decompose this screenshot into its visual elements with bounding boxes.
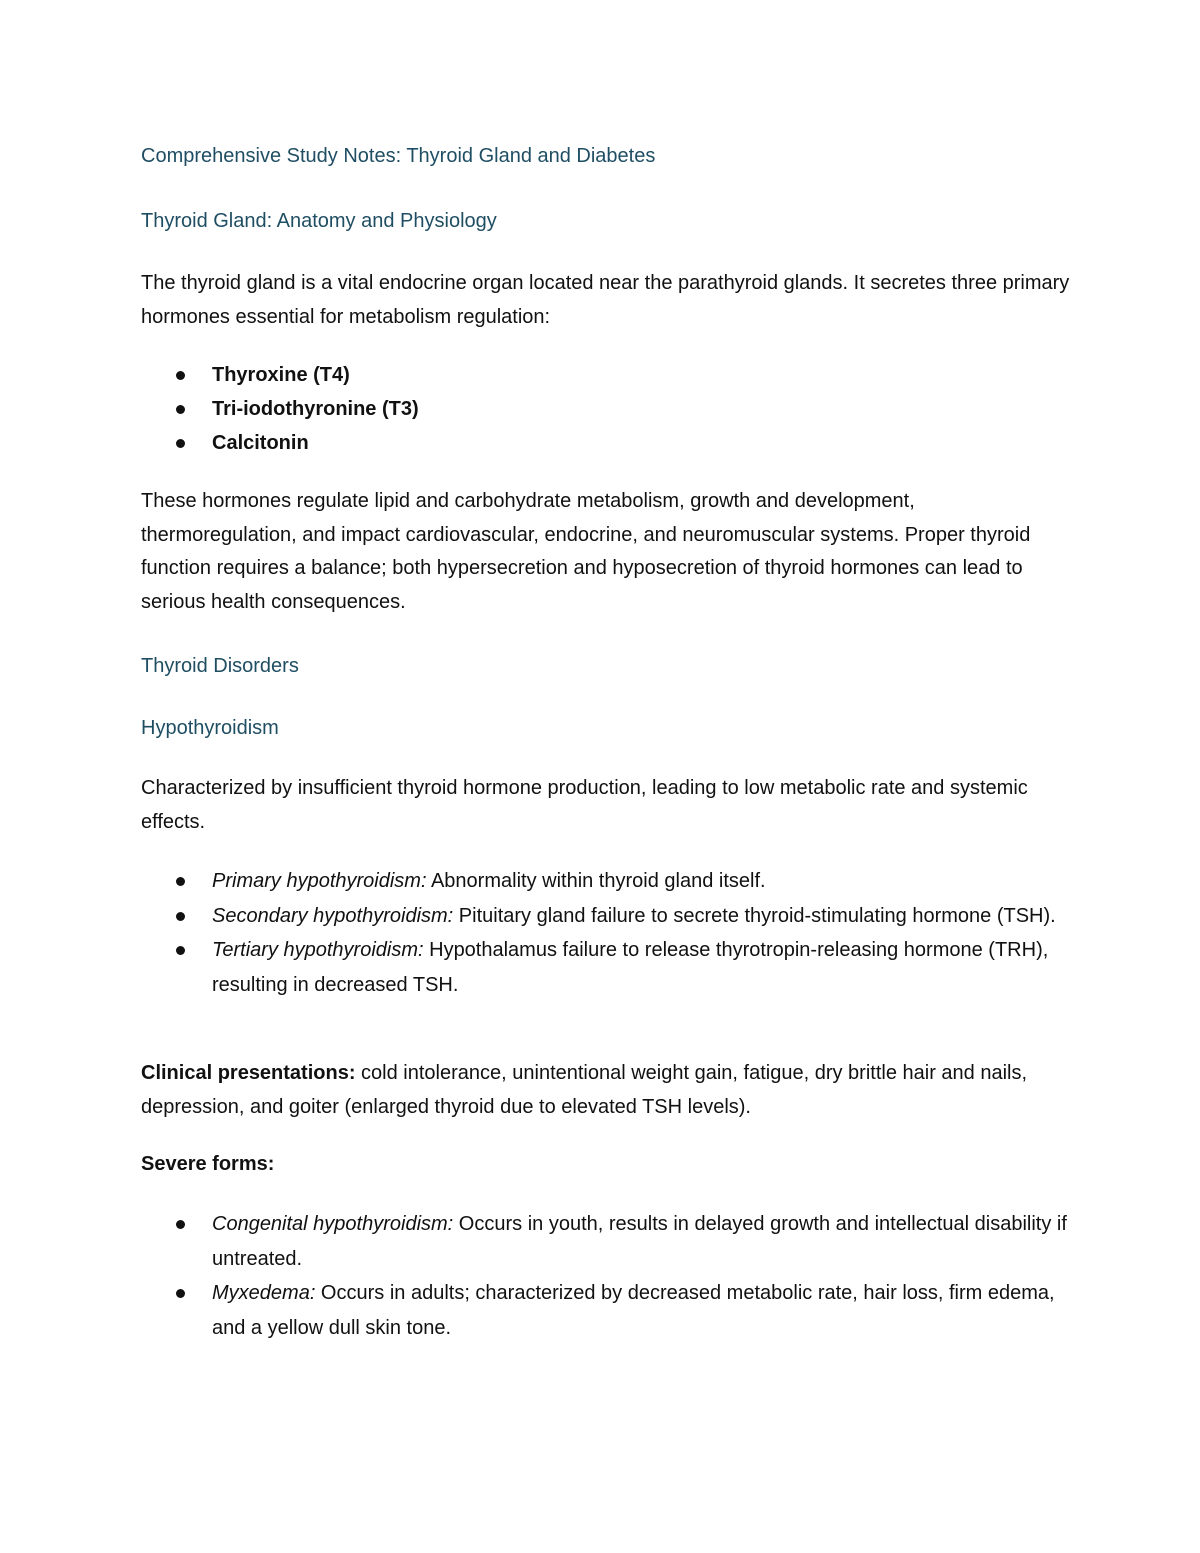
severe-forms-list [170, 1207, 1070, 1345]
type-description: Pituitary gland failure to secrete thyroid-stimulating hormone (TSH). [453, 904, 1056, 927]
type-term: Tertiary hypothyroidism: [212, 939, 424, 961]
bullet-icon [176, 912, 185, 921]
list-item [170, 899, 1070, 934]
bullet-icon [176, 877, 185, 886]
form-description: Occurs in adults; characterized by decreased metabolic rate, hair loss, firm edema, and a yellow dull skin tone. [212, 1282, 1055, 1339]
section-heading-anatomy: Thyroid Gland: Anatomy and Physiology [141, 210, 497, 232]
hypothyroidism-types-list [170, 864, 1070, 1002]
clinical-presentations-paragraph [141, 1057, 1071, 1124]
hormone-name: Thyroxine (T4) [212, 364, 350, 386]
list-item [170, 426, 1070, 460]
section-heading-disorders: Thyroid Disorders [141, 655, 299, 677]
list-item [170, 1276, 1070, 1345]
hormone-list [170, 358, 1070, 460]
bullet-icon [176, 1289, 185, 1298]
list-item [170, 1207, 1070, 1276]
bullet-icon [176, 405, 185, 414]
hypothyroidism-intro: Characterized by insufficient thyroid hormone production, leading to low metabolic rate and systemic effects. [141, 777, 1028, 833]
form-description: Occurs in youth, results in delayed growth and intellectual disability if untreated. [212, 1213, 1067, 1270]
hormone-name: Calcitonin [212, 432, 309, 454]
type-term: Secondary hypothyroidism: [212, 904, 454, 927]
form-term: Congenital hypothyroidism: [212, 1213, 454, 1235]
bullet-icon [176, 439, 185, 448]
list-item [170, 358, 1070, 392]
bullet-icon [176, 371, 185, 380]
severe-forms-label [141, 1148, 1071, 1182]
form-term: Myxedema: [212, 1282, 316, 1304]
clinical-label: Clinical presentations: [141, 1062, 356, 1084]
list-item [170, 392, 1070, 426]
hormones-paragraph: These hormones regulate lipid and carbohydrate metabolism, growth and development, thermoregulation, and impact cardiovascular, endocrine, and neuromuscular systems. Proper thyroid function requires a balance; both hypersecretion and hyposecretion of thyroid hormones can lead to serious health consequences. [141, 490, 1031, 613]
hormone-name: Tri-iodothyronine (T3) [212, 398, 419, 420]
clinical-text: cold intolerance, unintentional weight gain, fatigue, dry brittle hair and nails, depression, and goiter (enlarged thyroid due to elevated TSH levels). [141, 1062, 1028, 1118]
section-heading-hypothyroidism: Hypothyroidism [141, 717, 279, 739]
bullet-icon [176, 1220, 185, 1229]
list-item [170, 864, 1070, 899]
bullet-icon [176, 946, 185, 955]
type-term: Primary hypothyroidism: [212, 870, 427, 892]
document-title: Comprehensive Study Notes: Thyroid Gland and Diabetes [141, 145, 656, 167]
type-description: Hypothalamus failure to release thyrotropin-releasing hormone (TRH), resulting in decreased TSH. [212, 939, 1049, 996]
list-item [170, 933, 1070, 1002]
severe-label-text: Severe forms: [141, 1153, 275, 1175]
intro-paragraph: The thyroid gland is a vital endocrine organ located near the parathyroid glands. It secretes three primary hormones essential for metabolism regulation: [141, 272, 1070, 328]
type-description: Abnormality within thyroid gland itself. [426, 870, 766, 892]
